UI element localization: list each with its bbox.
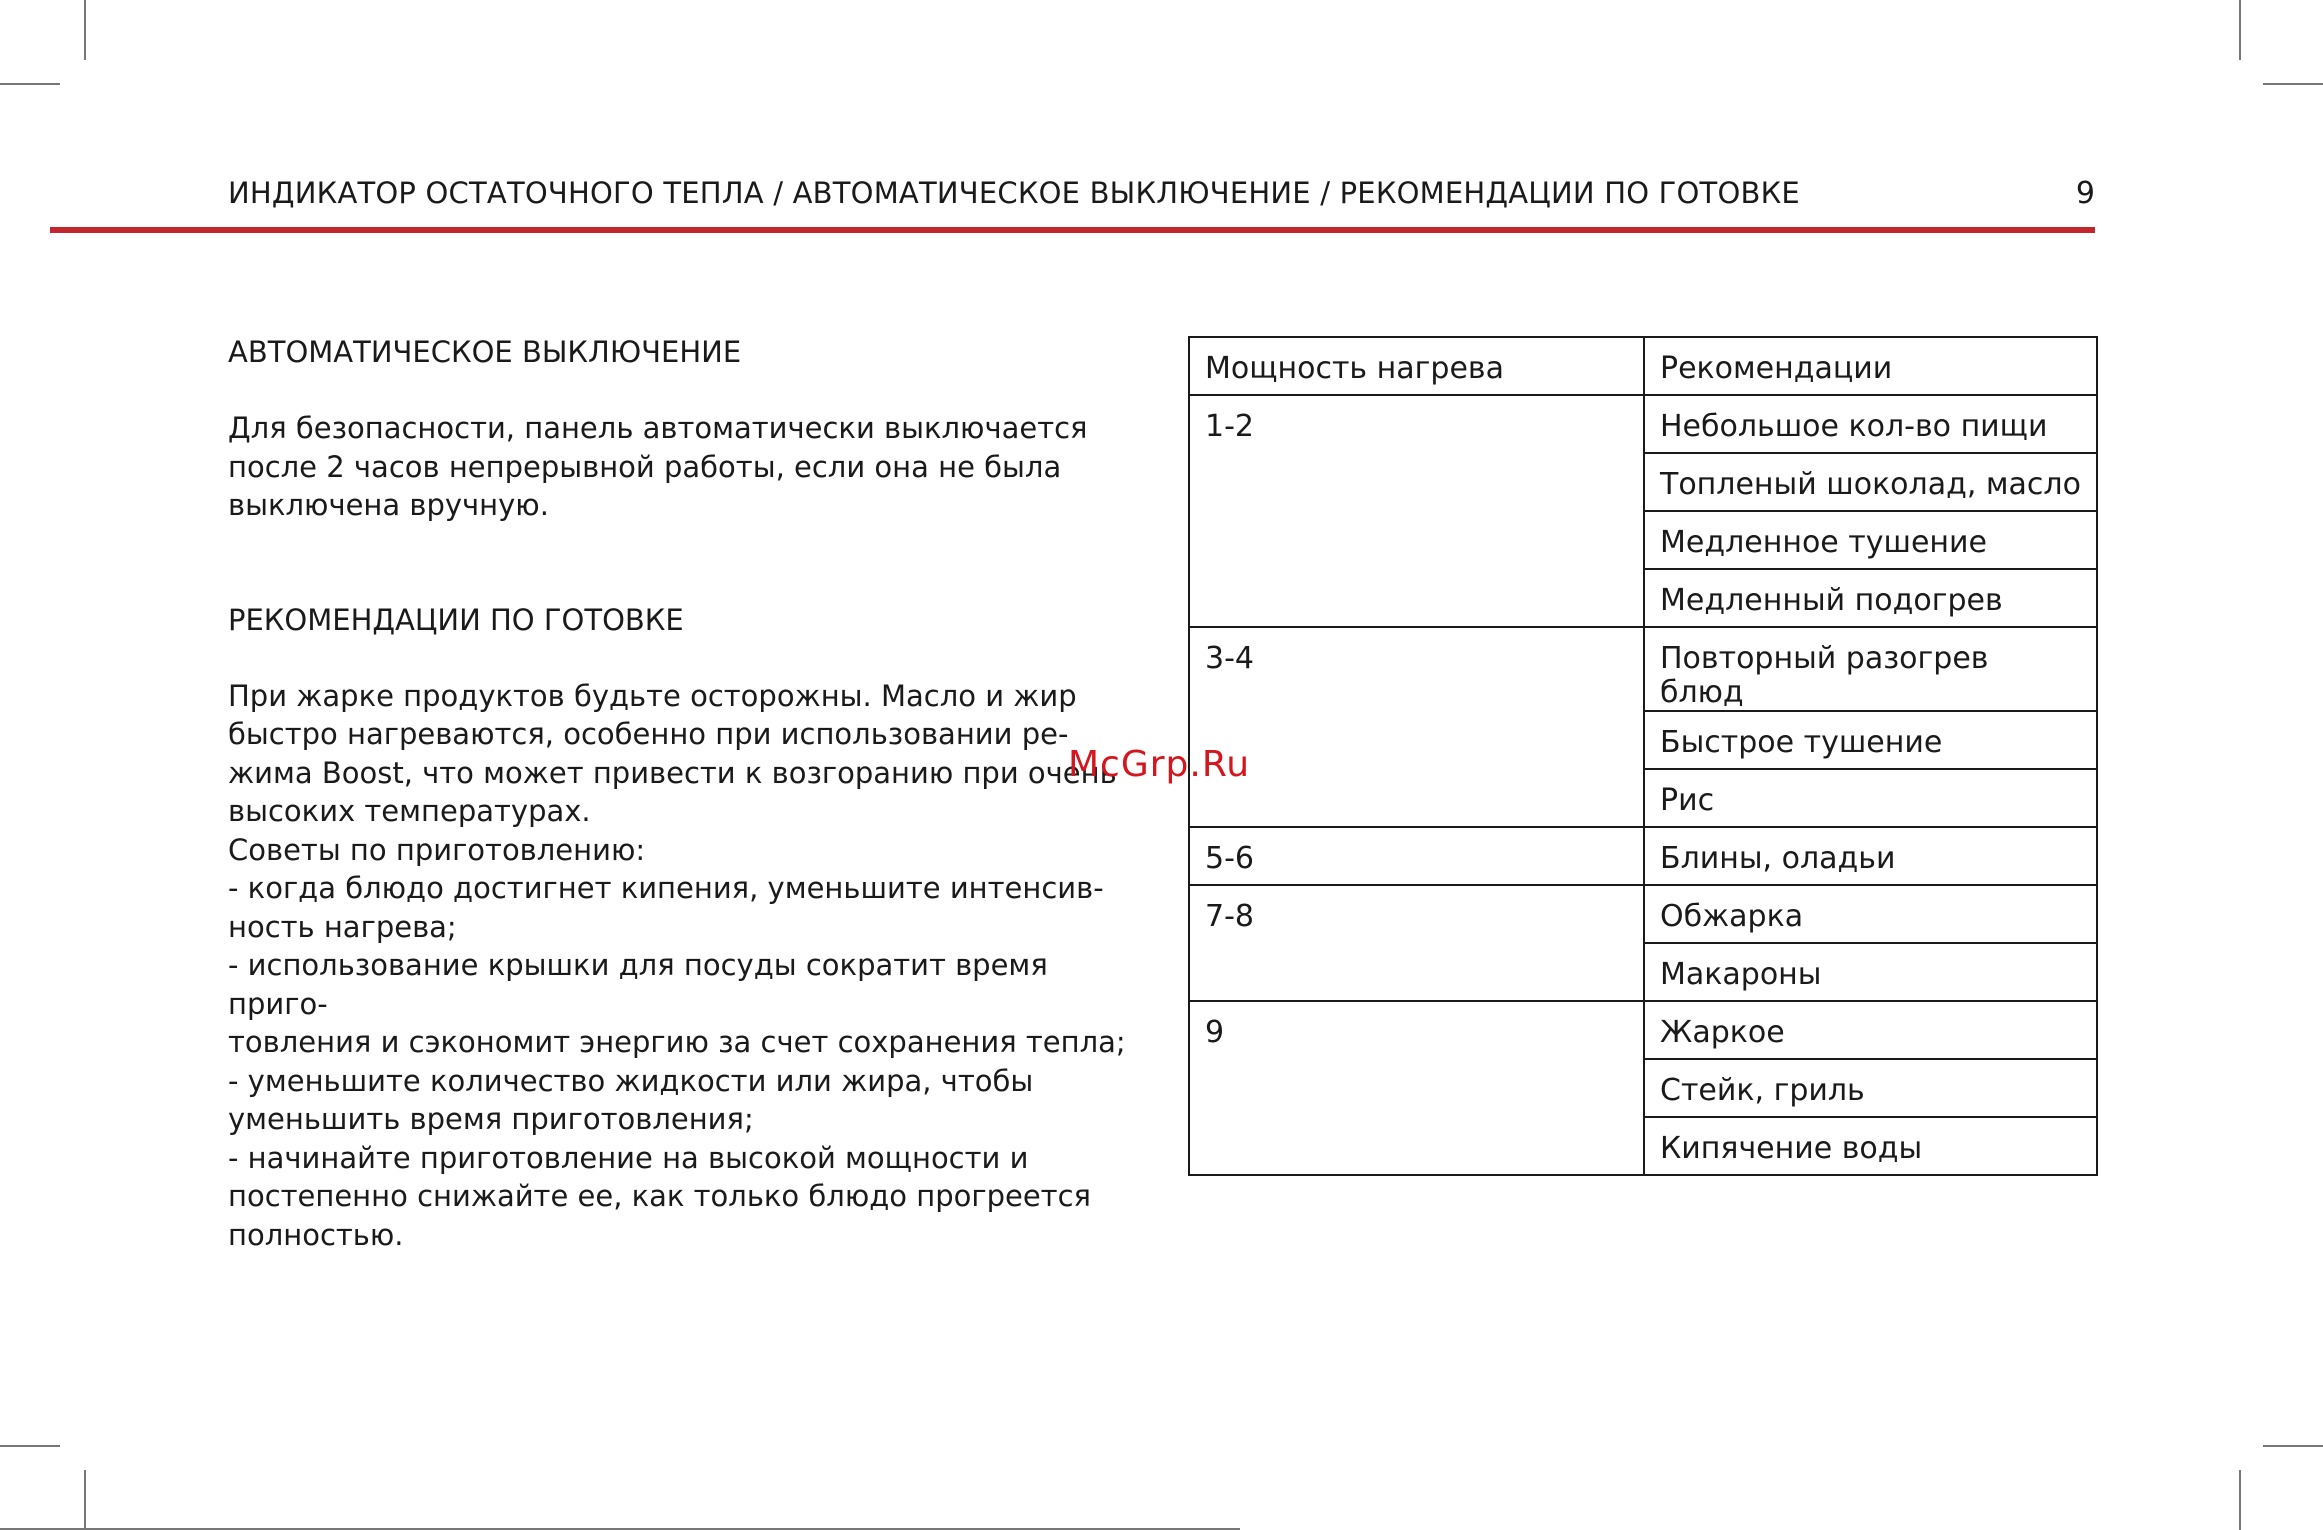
text-line: быстро нагреваются, особенно при использовании ре- — [228, 717, 1069, 751]
recommendation-cell: Кипячение воды — [1644, 1117, 2097, 1175]
recommendation-cell: Жаркое — [1644, 1001, 2097, 1059]
text-line: уменьшить время приготовления; — [228, 1102, 754, 1136]
recommendation-cell: Быстрое тушение — [1644, 711, 2097, 769]
cooking-paragraph — [228, 677, 1128, 1255]
column-header: Мощность нагрева — [1189, 337, 1644, 395]
auto-off-heading: АВТОМАТИЧЕСКОЕ ВЫКЛЮЧЕНИЕ — [228, 335, 742, 369]
crop-mark — [2263, 1445, 2323, 1447]
text-line: Советы по приготовлению: — [228, 832, 646, 867]
table-row — [1189, 627, 2097, 711]
crop-mark — [0, 83, 60, 85]
table-row — [1189, 1001, 2097, 1059]
recommendation-cell: Медленный подогрев — [1644, 569, 2097, 627]
text-line: - когда блюдо достигнет кипения, уменьшите интенсив- — [228, 871, 1104, 905]
text-line: полностью. — [228, 1217, 404, 1252]
text-line: Для безопасности, панель автоматически выключается — [228, 411, 1088, 445]
table-row — [1189, 885, 2097, 943]
crop-mark — [2263, 83, 2323, 85]
text-line: товления и сэкономит энергию за счет сохранения тепла; — [228, 1025, 1126, 1059]
crop-mark — [0, 1445, 60, 1447]
crop-mark — [2239, 0, 2241, 60]
text-line: после 2 часов непрерывной работы, если она не была — [228, 449, 1062, 484]
table-row — [1189, 395, 2097, 453]
power-level-cell: 1-2 — [1189, 395, 1644, 627]
power-level-cell: 3-4 — [1189, 627, 1644, 827]
text-line: выключена вручную. — [228, 488, 549, 522]
text-line: постепенно снижайте ее, как только блюдо прогреется — [228, 1179, 1091, 1213]
header-rule — [50, 227, 2095, 233]
text-line: При жарке продуктов будьте осторожны. Масло и жир — [228, 678, 1077, 713]
column-header: Рекомендации — [1644, 337, 2097, 395]
table — [1188, 336, 2098, 1176]
recommendation-cell: Макароны — [1644, 943, 2097, 1001]
power-level-cell: 5-6 — [1189, 827, 1644, 885]
crop-mark — [84, 0, 86, 60]
text-line: ность нагрева; — [228, 909, 457, 944]
power-level-cell: 7-8 — [1189, 885, 1644, 1001]
recommendation-cell: Обжарка — [1644, 885, 2097, 943]
recommendations-table — [1188, 336, 2098, 1176]
recommendation-cell: Блины, оладьи — [1644, 827, 2097, 885]
page-header-title: ИНДИКАТОР ОСТАТОЧНОГО ТЕПЛА / АВТОМАТИЧЕСКОЕ ВЫКЛЮЧЕНИЕ / РЕКОМЕНДАЦИИ ПО ГОТОВКЕ — [228, 176, 1800, 210]
recommendation-cell: Медленное тушение — [1644, 511, 2097, 569]
table-row — [1189, 827, 2097, 885]
recommendation-cell: Рис — [1644, 769, 2097, 827]
crop-mark — [84, 1470, 86, 1530]
recommendation-cell: Небольшое кол-во пищи — [1644, 395, 2097, 453]
text-line: жима Boost, что может привести к возгоранию при очень — [228, 755, 1117, 790]
auto-off-paragraph — [228, 409, 1128, 525]
text-column — [228, 333, 1128, 1254]
crop-mark — [2239, 1470, 2241, 1530]
recommendation-cell: Повторный разогрев блюд — [1644, 627, 2097, 711]
recommendation-cell: Топленый шоколад, масло — [1644, 453, 2097, 511]
recommendation-cell: Стейк, гриль — [1644, 1059, 2097, 1117]
text-line: высоких температурах. — [228, 794, 591, 828]
text-line: - уменьшите количество жидкости или жира, чтобы — [228, 1063, 1034, 1098]
cooking-heading: РЕКОМЕНДАЦИИ ПО ГОТОВКЕ — [228, 602, 684, 637]
text-line: - начинайте приготовление на высокой мощности и — [228, 1140, 1029, 1175]
page-number: 9 — [2075, 176, 2095, 211]
table-header-row — [1189, 337, 2097, 395]
power-level-cell: 9 — [1189, 1001, 1644, 1175]
watermark: McGrp.Ru — [1068, 744, 1251, 785]
text-line: - использование крышки для посуды сократит время приго- — [228, 948, 1048, 1021]
